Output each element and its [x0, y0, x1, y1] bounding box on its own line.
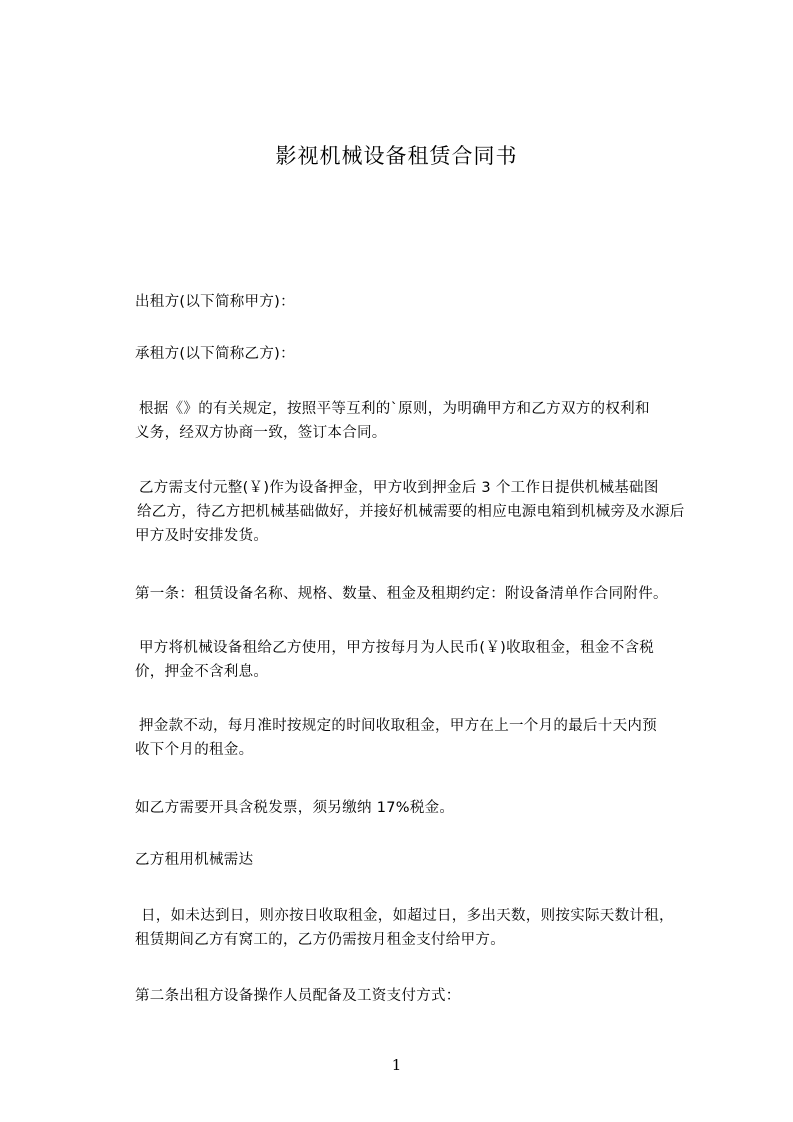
paragraph-line: 给乙方，待乙方把机械基础做好，并接好机械需要的相应电源电箱到机械旁及水源后 [137, 504, 685, 520]
paragraph-invoice [135, 796, 709, 820]
paragraph-line: 甲方及时安排发货。 [135, 528, 269, 544]
paragraph-line: 如乙方需要开具含税发票，须另缴纳 17%税金。 [135, 800, 455, 816]
paragraph-lessor [135, 290, 709, 314]
paragraph-line: 甲方将机械设备租给乙方使用，甲方按每月为人民币(￥)收取租金，租金不含税 [139, 640, 655, 656]
paragraph-rent [137, 636, 711, 684]
paragraph-min-term [135, 848, 709, 872]
paragraph-line: 承租方(以下简称乙方)： [135, 346, 295, 362]
paragraph-deposit [137, 476, 711, 548]
paragraph-article-2 [135, 984, 709, 1008]
paragraph-line: 日，如未达到日，则亦按日收取租金，如超过日，多出天数，则按实际天数计租， [141, 908, 674, 924]
paragraph-rent-collection [137, 714, 711, 762]
paragraph-line: 根据《》的有关规定，按照平等互利的`原则，为明确甲方和乙方双方的权利和 [139, 401, 650, 417]
paragraph-lessee [135, 342, 709, 366]
paragraph-line: 义务，经双方协商一致，签订本合同。 [135, 425, 387, 441]
paragraph-line: 第二条出租方设备操作人员配备及工资支付方式： [135, 988, 461, 1004]
paragraph-line: 出租方(以下简称甲方)： [135, 294, 295, 310]
paragraph-daily-rent [137, 904, 711, 952]
document-title: 影视机械设备租赁合同书 [275, 144, 518, 168]
page-number: 1 [391, 1056, 402, 1074]
paragraph-line: 价，押金不含利息。 [135, 664, 269, 680]
paragraph-article-1 [135, 582, 709, 606]
paragraph-line: 乙方租用机械需达 [135, 852, 254, 868]
paragraph-line: 第一条：租赁设备名称、规格、数量、租金及租期约定：附设备清单作合同附件。 [135, 586, 668, 602]
paragraph-line: 乙方需支付元整(￥)作为设备押金，甲方收到押金后 3 个工作日提供机械基础图 [139, 480, 659, 496]
paragraph-line: 租赁期间乙方有窝工的，乙方仍需按月租金支付给甲方。 [135, 932, 505, 948]
paragraph-line: 收下个月的租金。 [135, 742, 254, 758]
paragraph-preamble [137, 397, 711, 445]
paragraph-line: 押金款不动，每月准时按规定的时间收取租金，甲方在上一个月的最后十天内预 [139, 718, 657, 734]
